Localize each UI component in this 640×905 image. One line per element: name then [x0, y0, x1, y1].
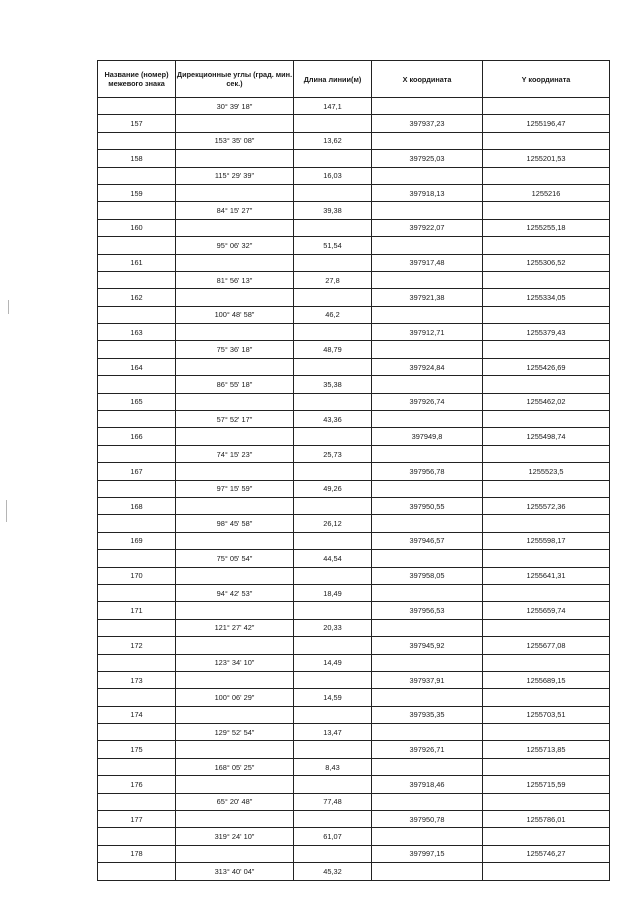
angle-cell: 57° 52' 17" — [176, 411, 294, 428]
table-row — [98, 497, 610, 514]
length-cell: 147,1 — [294, 98, 372, 115]
name-cell — [98, 724, 176, 741]
length-cell — [294, 776, 372, 793]
length-cell: 25,73 — [294, 445, 372, 462]
table-row — [98, 567, 610, 584]
length-cell: 61,07 — [294, 828, 372, 845]
length-cell — [294, 115, 372, 132]
y-cell — [483, 619, 610, 636]
table-row — [98, 341, 610, 358]
length-cell: 13,62 — [294, 132, 372, 149]
x-cell: 397912,71 — [372, 324, 483, 341]
x-cell: 397945,92 — [372, 637, 483, 654]
name-cell — [98, 863, 176, 880]
length-cell — [294, 845, 372, 862]
length-cell — [294, 637, 372, 654]
length-cell: 39,38 — [294, 202, 372, 219]
table-row — [98, 306, 610, 323]
angle-cell — [176, 358, 294, 375]
point-name-cell: 175 — [98, 741, 176, 758]
y-cell — [483, 584, 610, 601]
angle-cell — [176, 602, 294, 619]
point-name-cell: 171 — [98, 602, 176, 619]
y-cell: 1255689,15 — [483, 671, 610, 688]
length-cell: 26,12 — [294, 515, 372, 532]
angle-cell — [176, 497, 294, 514]
angle-cell: 121° 27' 42" — [176, 619, 294, 636]
length-cell: 27,8 — [294, 271, 372, 288]
length-cell — [294, 463, 372, 480]
x-cell: 397925,03 — [372, 150, 483, 167]
angle-cell — [176, 150, 294, 167]
point-name-cell: 161 — [98, 254, 176, 271]
angle-cell: 100° 06' 29" — [176, 689, 294, 706]
table-row — [98, 254, 610, 271]
x-cell: 397946,57 — [372, 532, 483, 549]
y-cell: 1255641,31 — [483, 567, 610, 584]
name-cell — [98, 237, 176, 254]
length-cell — [294, 532, 372, 549]
header-length: Длина линии(м) — [294, 61, 372, 98]
angle-cell — [176, 289, 294, 306]
y-cell — [483, 306, 610, 323]
point-name-cell: 166 — [98, 428, 176, 445]
x-cell — [372, 515, 483, 532]
length-cell — [294, 741, 372, 758]
name-cell — [98, 584, 176, 601]
y-cell: 1255306,52 — [483, 254, 610, 271]
y-cell — [483, 515, 610, 532]
angle-cell: 74° 15' 23" — [176, 445, 294, 462]
point-name-cell: 167 — [98, 463, 176, 480]
y-cell: 1255334,05 — [483, 289, 610, 306]
angle-cell — [176, 428, 294, 445]
name-cell — [98, 654, 176, 671]
table-row — [98, 793, 610, 810]
y-cell — [483, 98, 610, 115]
table-row — [98, 393, 610, 410]
angle-cell: 75° 05' 54" — [176, 550, 294, 567]
point-name-cell: 178 — [98, 845, 176, 862]
table-row — [98, 550, 610, 567]
x-cell — [372, 271, 483, 288]
y-cell: 1255715,59 — [483, 776, 610, 793]
table-row — [98, 98, 610, 115]
x-cell: 397918,46 — [372, 776, 483, 793]
x-cell — [372, 202, 483, 219]
angle-cell — [176, 463, 294, 480]
y-cell — [483, 376, 610, 393]
table-row — [98, 202, 610, 219]
table-row — [98, 689, 610, 706]
length-cell — [294, 567, 372, 584]
point-name-cell: 177 — [98, 811, 176, 828]
angle-cell: 168° 05' 25" — [176, 758, 294, 775]
name-cell — [98, 376, 176, 393]
angle-cell: 81° 56' 13" — [176, 271, 294, 288]
angle-cell — [176, 811, 294, 828]
length-cell: 20,33 — [294, 619, 372, 636]
y-cell: 1255659,74 — [483, 602, 610, 619]
length-cell: 48,79 — [294, 341, 372, 358]
name-cell — [98, 515, 176, 532]
length-cell — [294, 219, 372, 236]
x-cell — [372, 480, 483, 497]
length-cell — [294, 324, 372, 341]
point-name-cell: 173 — [98, 671, 176, 688]
length-cell: 16,03 — [294, 167, 372, 184]
angle-cell: 97° 15' 59" — [176, 480, 294, 497]
table-row — [98, 324, 610, 341]
table-row — [98, 219, 610, 236]
table-row — [98, 167, 610, 184]
table-row — [98, 602, 610, 619]
x-cell: 397958,05 — [372, 567, 483, 584]
table-row — [98, 724, 610, 741]
x-cell — [372, 237, 483, 254]
length-cell: 45,32 — [294, 863, 372, 880]
x-cell: 397922,07 — [372, 219, 483, 236]
table-row — [98, 741, 610, 758]
table-row — [98, 654, 610, 671]
length-cell: 14,59 — [294, 689, 372, 706]
x-cell — [372, 863, 483, 880]
y-cell: 1255746,27 — [483, 845, 610, 862]
name-cell — [98, 550, 176, 567]
x-cell: 397956,78 — [372, 463, 483, 480]
table-row — [98, 515, 610, 532]
name-cell — [98, 758, 176, 775]
y-cell — [483, 271, 610, 288]
angle-cell: 129° 52' 54" — [176, 724, 294, 741]
angle-cell — [176, 845, 294, 862]
y-cell: 1255201,53 — [483, 150, 610, 167]
x-cell: 397950,78 — [372, 811, 483, 828]
y-cell — [483, 167, 610, 184]
header-angle: Дирекционные углы (град. мин. сек.) — [176, 61, 294, 98]
angle-cell: 115° 29' 39" — [176, 167, 294, 184]
x-cell: 397956,53 — [372, 602, 483, 619]
angle-cell: 94° 42' 53" — [176, 584, 294, 601]
x-cell — [372, 445, 483, 462]
table-row — [98, 532, 610, 549]
length-cell — [294, 811, 372, 828]
point-name-cell: 158 — [98, 150, 176, 167]
angle-cell — [176, 776, 294, 793]
name-cell — [98, 689, 176, 706]
x-cell: 397937,91 — [372, 671, 483, 688]
angle-cell — [176, 671, 294, 688]
table-row — [98, 637, 610, 654]
length-cell — [294, 393, 372, 410]
point-name-cell: 157 — [98, 115, 176, 132]
y-cell: 1255498,74 — [483, 428, 610, 445]
y-cell — [483, 411, 610, 428]
table-row — [98, 828, 610, 845]
table-row — [98, 758, 610, 775]
x-cell: 397924,84 — [372, 358, 483, 375]
header-y: Y координата — [483, 61, 610, 98]
table-row — [98, 811, 610, 828]
length-cell — [294, 150, 372, 167]
point-name-cell: 172 — [98, 637, 176, 654]
y-cell — [483, 550, 610, 567]
y-cell — [483, 724, 610, 741]
header-name: Название (номер) межевого знака — [98, 61, 176, 98]
y-cell — [483, 480, 610, 497]
table-row — [98, 376, 610, 393]
y-cell — [483, 758, 610, 775]
x-cell — [372, 132, 483, 149]
angle-cell — [176, 254, 294, 271]
length-cell — [294, 184, 372, 201]
angle-cell: 65° 20' 48" — [176, 793, 294, 810]
y-cell: 1255462,02 — [483, 393, 610, 410]
length-cell: 14,49 — [294, 654, 372, 671]
y-cell: 1255713,85 — [483, 741, 610, 758]
point-name-cell: 163 — [98, 324, 176, 341]
x-cell — [372, 376, 483, 393]
y-cell: 1255196,47 — [483, 115, 610, 132]
length-cell: 8,43 — [294, 758, 372, 775]
table-row — [98, 358, 610, 375]
length-cell: 49,26 — [294, 480, 372, 497]
name-cell — [98, 480, 176, 497]
table-row — [98, 776, 610, 793]
length-cell: 51,54 — [294, 237, 372, 254]
table-row — [98, 845, 610, 862]
name-cell — [98, 828, 176, 845]
y-cell — [483, 132, 610, 149]
y-cell — [483, 237, 610, 254]
x-cell — [372, 793, 483, 810]
angle-cell: 75° 36' 18" — [176, 341, 294, 358]
angle-cell — [176, 324, 294, 341]
length-cell — [294, 254, 372, 271]
length-cell — [294, 358, 372, 375]
point-name-cell: 176 — [98, 776, 176, 793]
angle-cell: 84° 15' 27" — [176, 202, 294, 219]
angle-cell — [176, 567, 294, 584]
y-cell — [483, 863, 610, 880]
angle-cell — [176, 706, 294, 723]
table-row — [98, 428, 610, 445]
name-cell — [98, 98, 176, 115]
length-cell: 13,47 — [294, 724, 372, 741]
y-cell: 1255598,17 — [483, 532, 610, 549]
angle-cell: 98° 45' 58" — [176, 515, 294, 532]
angle-cell: 319° 24' 10" — [176, 828, 294, 845]
y-cell — [483, 202, 610, 219]
table-row — [98, 150, 610, 167]
angle-cell: 313° 40' 04" — [176, 863, 294, 880]
y-cell: 1255572,36 — [483, 497, 610, 514]
y-cell: 1255379,43 — [483, 324, 610, 341]
angle-cell — [176, 393, 294, 410]
table-row — [98, 445, 610, 462]
coordinates-table — [97, 60, 610, 881]
x-cell: 397917,48 — [372, 254, 483, 271]
length-cell: 44,54 — [294, 550, 372, 567]
x-cell — [372, 306, 483, 323]
name-cell — [98, 411, 176, 428]
x-cell — [372, 98, 483, 115]
x-cell — [372, 411, 483, 428]
x-cell — [372, 724, 483, 741]
angle-cell: 30° 39' 18" — [176, 98, 294, 115]
angle-cell: 123° 34' 10" — [176, 654, 294, 671]
x-cell: 397949,8 — [372, 428, 483, 445]
y-cell: 1255426,69 — [483, 358, 610, 375]
name-cell — [98, 132, 176, 149]
y-cell: 1255216 — [483, 184, 610, 201]
table-row — [98, 289, 610, 306]
y-cell — [483, 445, 610, 462]
name-cell — [98, 271, 176, 288]
table-body — [98, 98, 610, 881]
x-cell — [372, 341, 483, 358]
x-cell — [372, 584, 483, 601]
y-cell — [483, 341, 610, 358]
y-cell — [483, 828, 610, 845]
angle-cell — [176, 219, 294, 236]
table-row — [98, 115, 610, 132]
x-cell: 397997,15 — [372, 845, 483, 862]
table-row — [98, 184, 610, 201]
scan-artifact — [6, 500, 7, 522]
x-cell: 397937,23 — [372, 115, 483, 132]
table-row — [98, 271, 610, 288]
x-cell: 397926,74 — [372, 393, 483, 410]
length-cell — [294, 428, 372, 445]
name-cell — [98, 306, 176, 323]
length-cell — [294, 671, 372, 688]
length-cell: 18,49 — [294, 584, 372, 601]
point-name-cell: 170 — [98, 567, 176, 584]
header-x: X координата — [372, 61, 483, 98]
x-cell — [372, 689, 483, 706]
table-row — [98, 411, 610, 428]
x-cell: 397921,38 — [372, 289, 483, 306]
x-cell: 397935,35 — [372, 706, 483, 723]
angle-cell — [176, 115, 294, 132]
point-name-cell: 168 — [98, 497, 176, 514]
name-cell — [98, 619, 176, 636]
point-name-cell: 162 — [98, 289, 176, 306]
angle-cell — [176, 741, 294, 758]
y-cell — [483, 793, 610, 810]
length-cell: 77,48 — [294, 793, 372, 810]
y-cell: 1255523,5 — [483, 463, 610, 480]
table-row — [98, 463, 610, 480]
table-row — [98, 584, 610, 601]
name-cell — [98, 445, 176, 462]
table-row — [98, 480, 610, 497]
length-cell: 46,2 — [294, 306, 372, 323]
point-name-cell: 165 — [98, 393, 176, 410]
table-row — [98, 237, 610, 254]
table-row — [98, 132, 610, 149]
angle-cell: 86° 55' 18" — [176, 376, 294, 393]
length-cell — [294, 602, 372, 619]
name-cell — [98, 167, 176, 184]
length-cell: 35,38 — [294, 376, 372, 393]
length-cell — [294, 497, 372, 514]
table-header-row — [98, 61, 610, 98]
y-cell — [483, 654, 610, 671]
table-row — [98, 863, 610, 880]
name-cell — [98, 793, 176, 810]
table-row — [98, 706, 610, 723]
x-cell — [372, 654, 483, 671]
name-cell — [98, 341, 176, 358]
angle-cell: 100° 48' 58" — [176, 306, 294, 323]
table-row — [98, 619, 610, 636]
point-name-cell: 174 — [98, 706, 176, 723]
x-cell — [372, 167, 483, 184]
y-cell: 1255677,08 — [483, 637, 610, 654]
point-name-cell: 169 — [98, 532, 176, 549]
x-cell — [372, 758, 483, 775]
point-name-cell: 164 — [98, 358, 176, 375]
angle-cell: 153° 35' 08" — [176, 132, 294, 149]
point-name-cell: 159 — [98, 184, 176, 201]
x-cell: 397918,13 — [372, 184, 483, 201]
x-cell: 397950,55 — [372, 497, 483, 514]
y-cell: 1255255,18 — [483, 219, 610, 236]
y-cell: 1255786,01 — [483, 811, 610, 828]
x-cell — [372, 550, 483, 567]
x-cell: 397926,71 — [372, 741, 483, 758]
angle-cell — [176, 184, 294, 201]
scan-artifact — [8, 300, 9, 314]
y-cell — [483, 689, 610, 706]
angle-cell — [176, 637, 294, 654]
y-cell: 1255703,51 — [483, 706, 610, 723]
length-cell — [294, 289, 372, 306]
point-name-cell: 160 — [98, 219, 176, 236]
angle-cell — [176, 532, 294, 549]
length-cell: 43,36 — [294, 411, 372, 428]
x-cell — [372, 828, 483, 845]
angle-cell: 95° 06' 32" — [176, 237, 294, 254]
name-cell — [98, 202, 176, 219]
table-row — [98, 671, 610, 688]
x-cell — [372, 619, 483, 636]
length-cell — [294, 706, 372, 723]
